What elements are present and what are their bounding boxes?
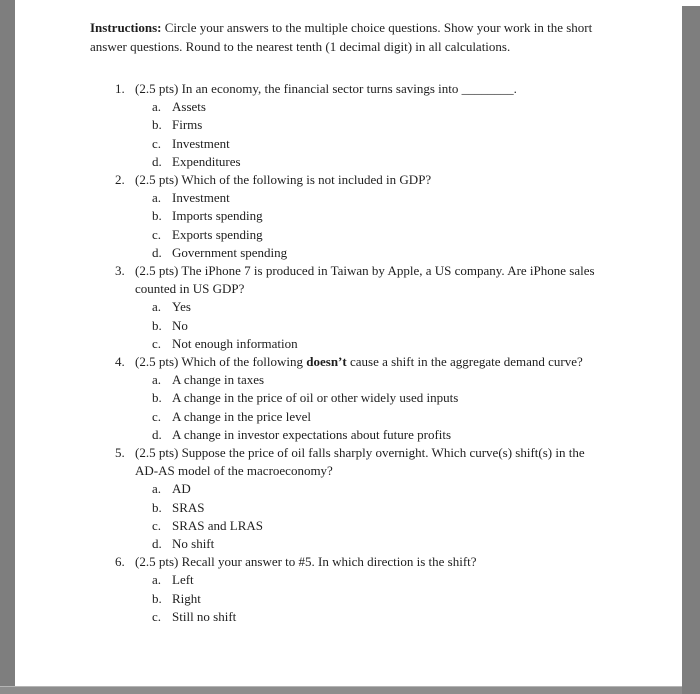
option-letter: b. <box>152 590 162 606</box>
option-row <box>152 317 609 335</box>
option-text: Yes <box>172 299 191 315</box>
question-text-segment: (2.5 pts) Which of the following <box>135 354 307 370</box>
option-text: Firms <box>172 117 203 133</box>
question-head <box>115 80 609 98</box>
option-text: Investment <box>172 135 230 151</box>
question-number: 1. <box>115 81 125 96</box>
question <box>115 262 609 353</box>
option-row <box>152 116 609 134</box>
option-text: A change in the price of oil or other widely used inputs <box>172 390 459 406</box>
scan-edge-left <box>0 0 15 686</box>
option-letter: c. <box>152 408 162 424</box>
option-letter: c. <box>152 135 162 151</box>
question-text <box>135 353 609 371</box>
option-letter: b. <box>152 208 162 224</box>
option-list <box>152 189 609 262</box>
option-text: Exports spending <box>172 226 263 242</box>
question <box>115 171 609 262</box>
option-list <box>152 371 609 444</box>
option-row <box>152 207 609 225</box>
option-letter: d. <box>152 244 162 260</box>
question <box>115 80 609 171</box>
instructions-label: Instructions: <box>90 20 162 35</box>
option-text: Imports spending <box>172 208 263 224</box>
question <box>115 353 609 444</box>
option-text: No <box>172 317 188 333</box>
option-list <box>152 98 609 171</box>
option-letter: d. <box>152 153 162 169</box>
question-text-segment: (2.5 pts) Suppose the price of oil falls sharply overnight. Which curve(s) shift(s) in the AD-AS model of the macroeconomy? <box>135 445 585 479</box>
question-head <box>115 353 609 371</box>
option-text: Investment <box>172 190 230 206</box>
exam-page <box>15 0 682 686</box>
question-text <box>135 80 609 98</box>
option-row <box>152 226 609 244</box>
option-text: SRAS and LRAS <box>172 517 264 533</box>
option-text: No shift <box>172 536 215 552</box>
question-text <box>135 444 609 480</box>
scan-edge-bottom <box>0 686 700 694</box>
question <box>115 553 609 626</box>
option-letter: a. <box>152 372 162 388</box>
option-text: Still no shift <box>172 608 237 624</box>
option-text: Right <box>172 590 201 606</box>
option-row <box>152 590 609 608</box>
question-number: 3. <box>115 263 125 279</box>
option-list <box>152 298 609 353</box>
question-number: 2. <box>115 172 125 188</box>
option-letter: b. <box>152 117 162 133</box>
option-letter: b. <box>152 390 162 406</box>
option-letter: d. <box>152 426 162 442</box>
option-row <box>152 426 609 444</box>
option-row <box>152 98 609 116</box>
question-text-segment: (2.5 pts) Recall your answer to #5. In which direction is the shift? <box>135 554 477 570</box>
option-letter: b. <box>152 317 162 333</box>
option-text: A change in investor expectations about future profits <box>172 426 452 442</box>
question-text <box>135 171 609 189</box>
question-number: 4. <box>115 354 125 370</box>
option-row <box>152 480 609 498</box>
option-text: SRAS <box>172 499 205 515</box>
option-letter: a. <box>152 190 162 206</box>
option-text: Government spending <box>172 244 288 260</box>
option-letter: b. <box>152 499 162 515</box>
option-row <box>152 499 609 517</box>
option-letter: d. <box>152 536 162 552</box>
option-row <box>152 371 609 389</box>
option-letter: a. <box>152 99 162 115</box>
option-text: AD <box>172 481 191 497</box>
option-row <box>152 189 609 207</box>
option-letter: a. <box>152 299 162 315</box>
option-text: Left <box>172 572 194 588</box>
question-text-bold-segment: doesn’t <box>306 354 347 370</box>
option-row <box>152 608 609 626</box>
option-row <box>152 408 609 426</box>
instructions-paragraph <box>90 18 609 56</box>
option-text: A change in taxes <box>172 372 265 388</box>
question-head <box>115 553 609 571</box>
option-row <box>152 135 609 153</box>
option-text: Expenditures <box>172 153 241 169</box>
option-row <box>152 389 609 407</box>
option-text: Not enough information <box>172 335 298 351</box>
question-text-segment: (2.5 pts) In an economy, the financial sector turns savings into ________. <box>135 81 517 96</box>
question-text <box>135 553 609 571</box>
question-number: 6. <box>115 554 125 570</box>
question-head <box>115 171 609 189</box>
question-number: 5. <box>115 445 125 461</box>
option-row <box>152 535 609 553</box>
option-letter: c. <box>152 517 162 533</box>
option-list <box>152 571 609 626</box>
question <box>115 444 609 553</box>
exam-content <box>15 0 682 626</box>
question-head <box>115 262 609 298</box>
question-text-segment: cause a shift in the aggregate demand curve? <box>346 354 583 370</box>
option-row <box>152 571 609 589</box>
option-letter: a. <box>152 481 162 497</box>
option-text: Assets <box>172 99 206 115</box>
option-row <box>152 335 609 353</box>
option-row <box>152 244 609 262</box>
question-text-segment: (2.5 pts) The iPhone 7 is produced in Taiwan by Apple, a US company. Are iPhone sales counted in US GDP? <box>135 263 595 297</box>
option-list <box>152 480 609 553</box>
option-letter: a. <box>152 572 162 588</box>
option-text: A change in the price level <box>172 408 311 424</box>
instructions-text: Circle your answers to the multiple choice questions. Show your work in the short answer questions. Round to the nearest tenth (1 decimal digit) in all calculations. <box>90 20 593 54</box>
question-text <box>135 262 609 298</box>
option-letter: c. <box>152 608 162 624</box>
question-text-segment: (2.5 pts) Which of the following is not included in GDP? <box>135 172 432 188</box>
option-row <box>152 298 609 316</box>
option-letter: c. <box>152 335 162 351</box>
question-head <box>115 444 609 480</box>
scan-edge-right <box>682 6 700 694</box>
option-letter: c. <box>152 226 162 242</box>
question-list <box>90 80 682 626</box>
option-row <box>152 153 609 171</box>
option-row <box>152 517 609 535</box>
